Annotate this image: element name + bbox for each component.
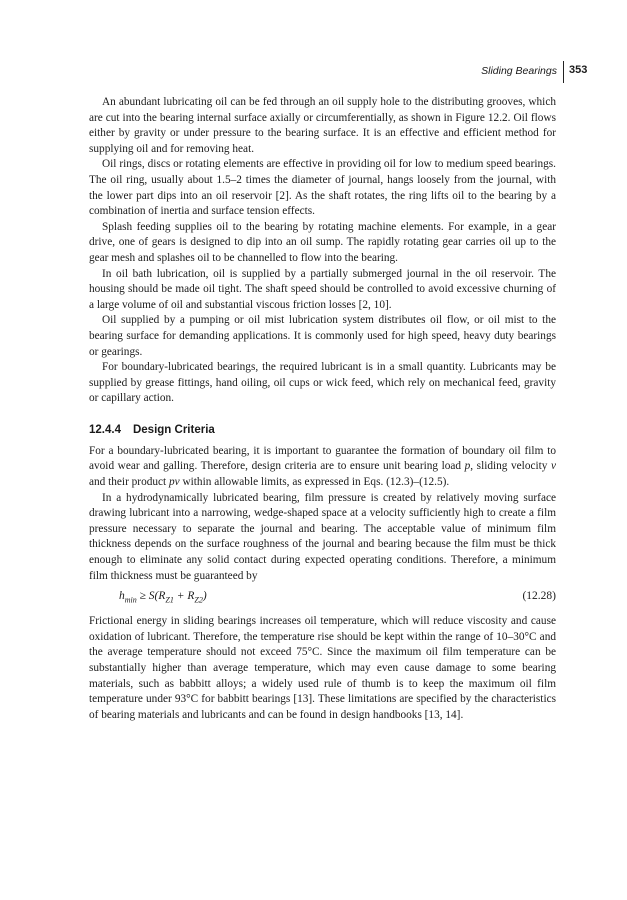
page-number: 353 (569, 64, 588, 76)
section-number: 12.4.4 (89, 423, 121, 436)
equation-number: (12.28) (522, 590, 556, 603)
paragraph-oil-mist: Oil supplied by a pumping or oil mist lubrication system distributes oil flow, or oil mist to the bearing surface for demanding applications. It is commonly used for high speed, heavy duty bearings or gearings. (89, 314, 556, 358)
paragraph-boundary-criteria: For a boundary-lubricated bearing, it is important to guarantee the formation of boundary oil film to avoid wear and galling. Therefore, design criteria are to ensure unit bearing load p, sliding velocity v and their product pv within allowable limits, as expressed in Eqs. (12.3)–(12.5). (89, 444, 556, 489)
paragraph-oil-supply-hole: An abundant lubricating oil can be fed through an oil supply hole to the distributing grooves, which are cut into the bearing internal surface axially or circumferentially, as shown in Figure 12.2. Oil flows either by gravity or under pressure to the bearing surface. It is an effective and efficient method for supplying oil and for removing heat. (89, 96, 556, 155)
section-heading (89, 424, 556, 436)
equation-12-28 (89, 588, 556, 610)
paragraph-hydrodynamic: In a hydrodynamically lubricated bearing, film pressure is created by relatively moving surface drawing lubricant into a narrowing, wedge-shaped space at a velocity sufficiently high to create a film pressure necessary to separate the journal and bearing. The acceptable value of minimum film thickness depends on the surface roughness of the journal and bearing because the film must be thick enough to eliminate any solid contact during expected operating conditions. Therefore, a minimum film thickness must be guaranteed by (89, 491, 556, 582)
page-body (89, 95, 556, 723)
paragraph-oil-rings: Oil rings, discs or rotating elements are effective in providing oil for low to medium speed bearings. The oil ring, usually about 1.5–2 times the diameter of journal, hangs loosely from the journal, with the lower part dips into an oil reservoir [2]. As the shaft rotates, the ring lifts oil to the bearing by a combination of inertia and surface tension effects. (89, 158, 556, 218)
header-divider (563, 61, 564, 83)
paragraph-oil-bath: In oil bath lubrication, oil is supplied by a partially submerged journal in the oil reservoir. The housing should be made oil tight. The shaft speed should be controlled to avoid excessive churning of a large volume of oil and substantial viscous friction losses [2, 10]. (89, 267, 556, 311)
paragraph-frictional-energy: Frictional energy in sliding bearings increases oil temperature, which will reduce viscosity and cause oxidation of lubricant. Therefore, the temperature rise should be kept within the range of 10–30°C and the average temperature should not exceed 75°C. Since the maximum oil film temperature can be substantially higher than average temperature, which may even cause damage to some bearing materials, such as babbitt alloys; a widely used rule of thumb is to keep the maximum oil film temperature under 93°C for babbitt bearings [13]. These limitations are specified by the characteristics of bearing materials and lubricants and can be found in design handbooks [13, 14]. (89, 615, 556, 721)
section-title: Design Criteria (132, 423, 215, 436)
paragraph-splash-feeding: Splash feeding supplies oil to the bearing by rotating machine elements. For example, in a gear drive, one of gears is designed to dip into an oil sump. The rapidly rotating gear carries oil up to the gear mesh and splashes oil to be channelled to flow into the bearing. (89, 220, 556, 264)
page-header (0, 64, 627, 86)
paragraph-boundary-lubricated: For boundary-lubricated bearings, the required lubricant is in a small quantity. Lubricants may be supplied by grease fittings, hand oiling, oil cups or wick feed, which rely on mechanical feed, gravity or capillary action. (89, 361, 556, 405)
running-title: Sliding Bearings (481, 65, 557, 77)
equation-expression: $h_{min} \ge S(R_{Z1} + R_{Z2})$ (119, 590, 207, 605)
